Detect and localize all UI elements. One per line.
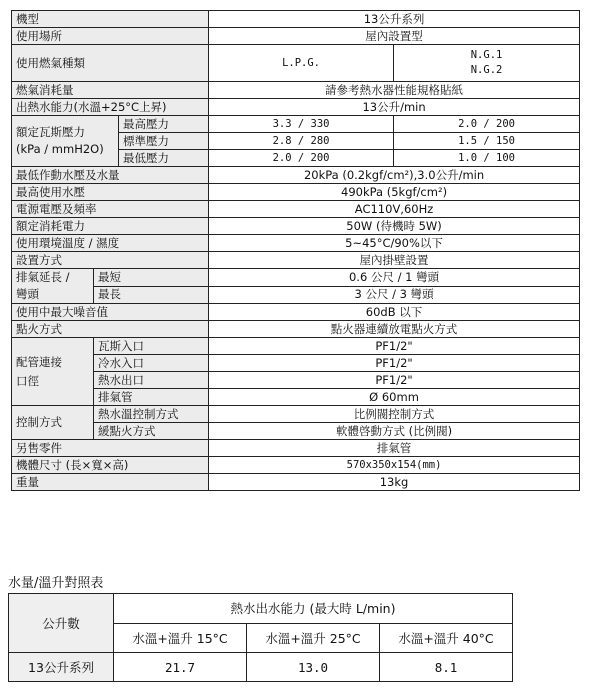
pressure-label [12, 116, 119, 167]
ignition-label: 點火方式 [12, 321, 209, 338]
spec-row-ignition [12, 321, 580, 338]
gas-ng1: N.G.1 [470, 49, 503, 61]
spec-row-size [12, 457, 580, 474]
pipe-value: PF1/2" [209, 355, 580, 372]
spec-row-exhaust-long [12, 286, 580, 304]
ignition-value: 點火器連續放電點火方式 [209, 321, 580, 338]
spec-row-rated-power [12, 218, 580, 235]
env-label: 使用環境溫度 / 濕度 [12, 235, 209, 252]
pipe-name: 瓦斯入口 [94, 338, 209, 355]
pipe-label-1: 配管連接 [16, 354, 62, 369]
max-water-value: 490kPa (5kgf/cm²) [209, 184, 580, 201]
gas-ng2: N.G.2 [470, 64, 503, 76]
pressure-lpg: 2.0 / 200 [209, 150, 394, 167]
spec-table [11, 10, 580, 491]
capacity-header: 熱水出水能力 (最大時 L/min) [114, 594, 513, 624]
noise-label: 使用中最大噪音值 [12, 304, 209, 321]
size-label: 機體尺寸 (長×寬×高) [12, 457, 209, 474]
value-cell: 21.7 [114, 653, 247, 682]
conversion-header-row [9, 594, 513, 624]
column-header: 水溫+溫升 15°C [114, 623, 247, 653]
min-water-label: 最低作動水壓及水量 [12, 167, 209, 184]
accessory-label: 另售零件 [12, 440, 209, 457]
spec-row-gas-consumption [12, 82, 580, 99]
control-name: 緩點火方式 [94, 423, 209, 440]
control-name: 熱水溫控制方式 [94, 406, 209, 423]
power-label: 電源電壓及頻率 [12, 201, 209, 218]
pipe-name: 冷水入口 [94, 355, 209, 372]
size-value: 570x350x154(mm) [209, 457, 580, 474]
value-cell: 13.0 [247, 653, 380, 682]
spec-row-model [12, 11, 580, 28]
spec-row-gas-type [12, 45, 580, 82]
spec-row-pipe-exhaust [12, 389, 580, 406]
spec-row-min-water [12, 167, 580, 184]
power-value: AC110V,60Hz [209, 201, 580, 218]
spec-row-pipe-cold [12, 355, 580, 372]
column-header: 水溫+溫升 25°C [247, 623, 380, 653]
gas-type-label: 使用燃氣種類 [12, 45, 209, 82]
gas-consumption-value: 請參考熱水器性能規格貼紙 [209, 82, 580, 99]
min-water-value: 20kPa (0.2kgf/cm²),3.0公升/min [209, 167, 580, 184]
control-label: 控制方式 [12, 406, 94, 440]
spec-row-pipe-gas [12, 338, 580, 355]
control-value: 軟體啓動方式 (比例閥) [209, 423, 580, 440]
rated-power-value: 50W (待機時 5W) [209, 218, 580, 235]
pressure-label-2: (kPa / mmH2O) [16, 142, 104, 156]
spec-row-pipe-hot [12, 372, 580, 389]
rated-power-label: 額定消耗電力 [12, 218, 209, 235]
spec-row-exhaust-short [12, 269, 580, 287]
spec-row-max-water [12, 184, 580, 201]
conversion-table [8, 593, 513, 682]
pressure-lpg: 2.8 / 280 [209, 133, 394, 150]
pressure-ng: 1.5 / 150 [394, 133, 580, 150]
model-label: 機型 [12, 11, 209, 28]
pressure-name: 最高壓力 [119, 116, 209, 133]
spec-row-location [12, 28, 580, 45]
location-value: 屋內設置型 [209, 28, 580, 45]
pressure-lpg: 3.3 / 330 [209, 116, 394, 133]
spec-row-accessory [12, 440, 580, 457]
spec-row-pressure-max [12, 116, 580, 133]
accessory-value: 排氣管 [209, 440, 580, 457]
max-water-label: 最高使用水壓 [12, 184, 209, 201]
capacity-value: 13公升/min [209, 99, 580, 116]
pressure-ng: 1.0 / 100 [394, 150, 580, 167]
column-header: 水溫+溫升 40°C [380, 623, 513, 653]
gas-consumption-label: 燃氣消耗量 [12, 82, 209, 99]
conversion-data-row [9, 653, 513, 682]
conversion-title: 水量/溫升對照表 [8, 576, 104, 591]
spec-row-power [12, 201, 580, 218]
pressure-ng: 2.0 / 200 [394, 116, 580, 133]
pressure-name: 最低壓力 [119, 150, 209, 167]
pipe-label [12, 338, 94, 406]
row-label: 13公升系列 [9, 653, 114, 682]
pipe-value: PF1/2" [209, 372, 580, 389]
pipe-name: 熱水出口 [94, 372, 209, 389]
location-label: 使用場所 [12, 28, 209, 45]
exhaust-label-2: 彎頭 [16, 287, 39, 301]
model-value: 13公升系列 [209, 11, 580, 28]
exhaust-long-label: 最長 [94, 286, 209, 304]
pipe-label-2: 口徑 [16, 373, 39, 388]
weight-label: 重量 [12, 474, 209, 491]
exhaust-long-value: 3 公尺 / 3 彎頭 [209, 286, 580, 304]
liters-label: 公升數 [9, 594, 114, 653]
spec-row-noise [12, 304, 580, 321]
pipe-value: Ø 60mm [209, 389, 580, 406]
exhaust-label-1: 排氣延長 / [16, 270, 70, 284]
pressure-label-1: 額定瓦斯壓力 [16, 125, 85, 139]
spec-row-install [12, 252, 580, 269]
install-value: 屋內掛壁設置 [209, 252, 580, 269]
control-value: 比例閥控制方式 [209, 406, 580, 423]
pipe-name: 排氣管 [94, 389, 209, 406]
exhaust-short-value: 0.6 公尺 / 1 彎頭 [209, 269, 580, 287]
weight-value: 13kg [209, 474, 580, 491]
pressure-name: 標準壓力 [119, 133, 209, 150]
spec-row-control-ignition [12, 423, 580, 440]
exhaust-short-label: 最短 [94, 269, 209, 287]
install-label: 設置方式 [12, 252, 209, 269]
noise-value: 60dB 以下 [209, 304, 580, 321]
spec-row-weight [12, 474, 580, 491]
spec-row-env [12, 235, 580, 252]
spec-row-control-temp [12, 406, 580, 423]
capacity-label: 出熱水能力(水溫+25°C上昇) [12, 99, 209, 116]
pipe-value: PF1/2" [209, 338, 580, 355]
gas-lpg: L.P.G. [209, 45, 394, 82]
value-cell: 8.1 [380, 653, 513, 682]
spec-row-capacity [12, 99, 580, 116]
env-value: 5~45°C/90%以下 [209, 235, 580, 252]
gas-ng [394, 45, 580, 82]
exhaust-label [12, 269, 94, 304]
